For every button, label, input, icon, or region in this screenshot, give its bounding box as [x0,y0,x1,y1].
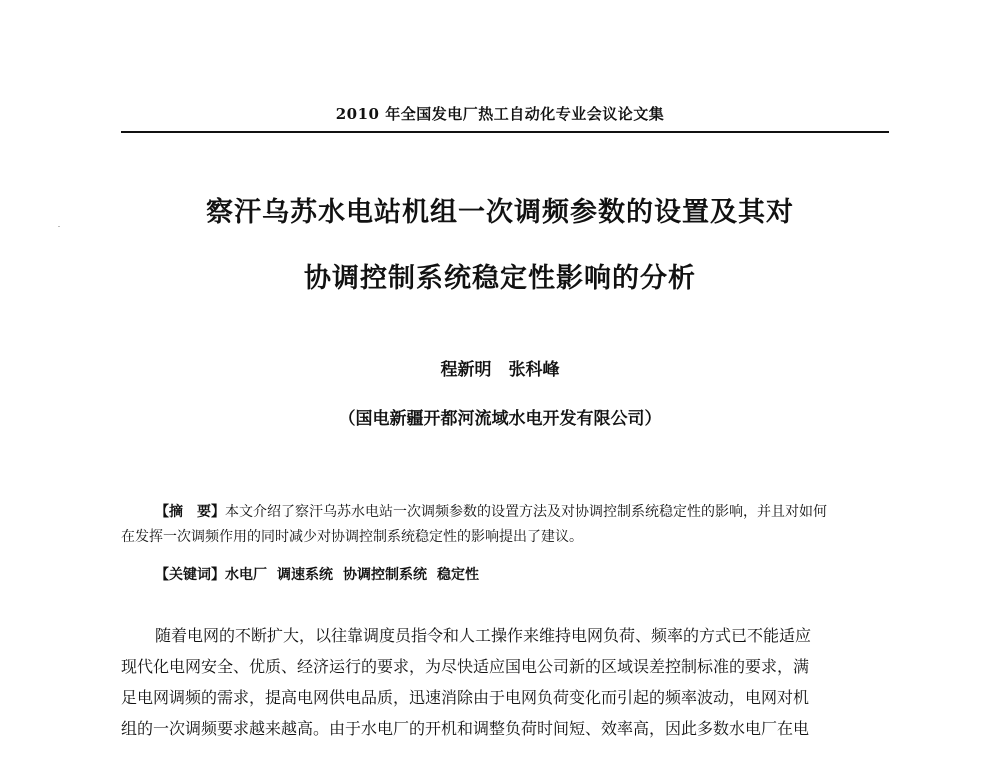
keyword: 水电厂 [225,567,267,583]
authors: 程新明 张科峰 [440,360,560,380]
body-paragraph [121,620,891,744]
keyword: 稳定性 [437,567,479,583]
body-line: 组的一次调频要求越来越高。由于水电厂的开机和调整负荷时间短、效率高，因此多数水电厂在电 [121,719,810,738]
abstract [121,500,891,550]
header-rule [121,131,889,133]
running-header: 2010 年全国发电厂热工自动化专业会议论文集 [335,105,665,123]
body-line: 随着电网的不断扩大，以往靠调度员指令和人工操作来维持电网负荷、频率的方式已不能适应 [155,626,812,645]
abstract-line-2: 在发挥一次调频作用的同时减少对协调控制系统稳定性的影响提出了建议。 [121,529,583,545]
keyword: 协调控制系统 [343,567,427,583]
body-line: 现代化电网安全、优质、经济运行的要求，为尽快适应国电公司新的区域误差控制标准的要求，满 [121,657,810,676]
abstract-text-1: 本文介绍了察汗乌苏水电站一次调频参数的设置方法及对协调控制系统稳定性的影响，并且对如何 [225,504,827,520]
keywords [155,564,489,584]
abstract-line-1 [121,500,891,525]
body-line: 足电网调频的需求，提高电网供电品质，迅速消除由于电网负荷变化而引起的频率波动，电网对机 [121,688,810,707]
paper-title-line-2: 协调控制系统稳定性影响的分析 [304,263,696,294]
affiliation: （国电新疆开都河流域水电开发有限公司） [338,409,662,429]
paper-title-line-1: 察汗乌苏水电站机组一次调频参数的设置及其对 [206,197,794,228]
abstract-label: 【摘 要】 [155,504,225,520]
keyword: 调速系统 [277,567,333,583]
keywords-label: 【关键词】 [155,567,225,583]
